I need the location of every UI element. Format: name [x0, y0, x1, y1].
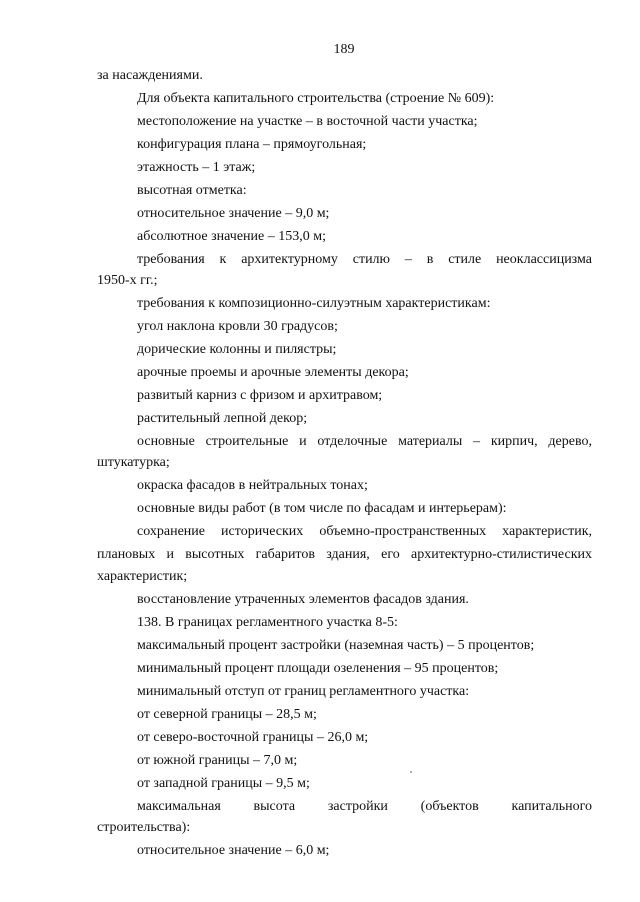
text-line: высотная отметка:	[137, 183, 247, 198]
text-line: окраска фасадов в нейтральных тонах;	[137, 478, 368, 493]
text-line: плановых и высотных габаритов здания, его архитектурно-стилистических	[97, 547, 592, 562]
text-line: от северной границы – 28,5 м;	[137, 707, 317, 722]
text-line: растительный лепной декор;	[137, 411, 308, 426]
text-line: требования к архитектурному стилю – в стиле неоклассицизма	[137, 252, 592, 267]
text-line: этажность – 1 этаж;	[137, 160, 256, 175]
text-line: абсолютное значение – 153,0 м;	[137, 229, 326, 244]
text-line: характеристик;	[97, 569, 188, 584]
text-line: от южной границы – 7,0 м;	[137, 753, 298, 768]
page-number: 189	[333, 42, 355, 57]
text-line: дорические колонны и пилястры;	[137, 342, 337, 357]
text-line: за насаждениями.	[97, 68, 203, 83]
text-line: от северо-восточной границы – 26,0 м;	[137, 730, 369, 745]
text-line: штукатурка;	[97, 455, 170, 470]
text-line: основные виды работ (в том числе по фасадам и интерьерам):	[137, 501, 507, 516]
text-line: конфигурация плана – прямоугольная;	[137, 137, 367, 152]
text-line: местоположение на участке – в восточной части участка;	[137, 114, 478, 129]
text-line: 1950-х гг.;	[97, 273, 158, 288]
scan-speck	[410, 771, 412, 773]
text-line: 138. В границах регламентного участка 8-5:	[137, 615, 398, 630]
text-line: максимальный процент застройки (наземная часть) – 5 процентов;	[137, 638, 535, 653]
text-line: относительное значение – 9,0 м;	[137, 206, 330, 221]
text-line: восстановление утраченных элементов фасадов здания.	[137, 592, 469, 607]
text-line: минимальный отступ от границ регламентного участка:	[137, 684, 470, 699]
text-line: от западной границы – 9,5 м;	[137, 776, 310, 791]
text-line: относительное значение – 6,0 м;	[137, 843, 330, 858]
text-line: сохранение исторических объемно-пространственных характеристик,	[137, 524, 592, 539]
text-line: максимальная высота застройки (объектов капитального	[137, 799, 592, 814]
text-line: Для объекта капитального строительства (строение № 609):	[137, 91, 495, 106]
text-line: развитый карниз с фризом и архитравом;	[137, 388, 383, 403]
text-line: угол наклона кровли 30 градусов;	[137, 319, 338, 334]
text-line: требования к композиционно-силуэтным характеристикам:	[137, 296, 491, 311]
text-line: минимальный процент площади озеленения – 95 процентов;	[137, 661, 499, 676]
text-line: основные строительные и отделочные материалы – кирпич, дерево,	[137, 434, 592, 449]
text-line: арочные проемы и арочные элементы декора;	[137, 365, 409, 380]
text-line: строительства):	[97, 820, 191, 835]
